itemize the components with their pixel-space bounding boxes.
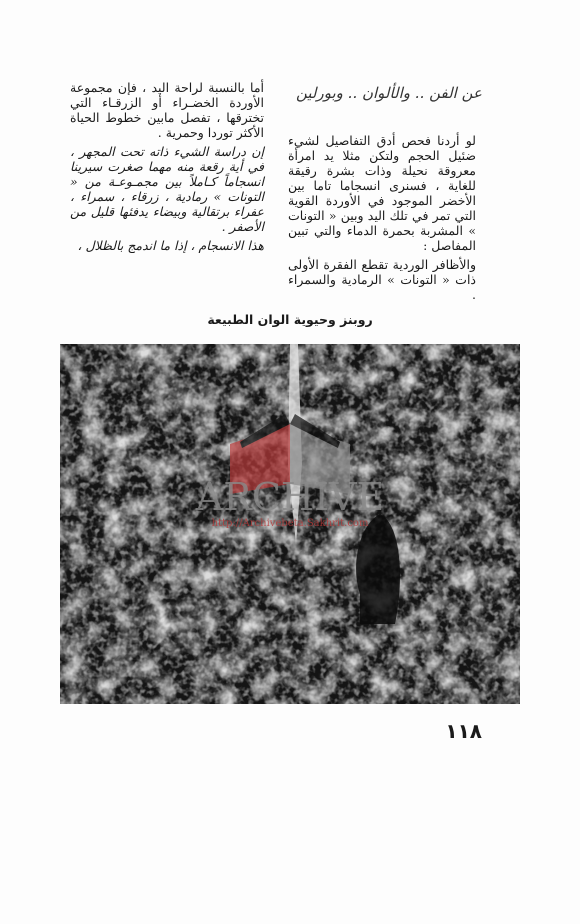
- running-head: عن الفن .. والألوان .. وبورلين: [295, 84, 482, 102]
- left-paragraph-3: هذا الانسجام ، إذا ما اندمج بالظلال ،: [77, 238, 264, 253]
- painting-photo: [60, 344, 520, 704]
- right-text-column: [288, 133, 476, 306]
- left-paragraph-1: أما بالنسبة لراحة اليد ، فإن مجموعة الأوردة الخضـراء أو الزرقـاء التي تخترقها ، تفصل مابين خطوط الحياة الأكثر توردا وحمرية .: [70, 80, 264, 140]
- right-paragraph-2: والأظافر الوردية تقطع الفقرة الأولى ذات « التونات » الرمادية والسمراء .: [288, 257, 476, 302]
- watermark-url: http://Archivebeta.Sakhrit.com: [211, 518, 369, 529]
- left-paragraph-2: إن دراسة الشيء ذاته تحت المجهر ، في أية رقعة منه مهما صغرت سيرينا انسجاماً كـاملاً بين مجمـوعـة من « التونات » رمادية ، زرقاء ، سمراء ، عفراء برتقالية وبيضاء يدفئها قليل من الأصفر .: [70, 144, 264, 234]
- figure-caption: روبنز وحيوية الوان الطبيعة: [207, 312, 373, 327]
- page-number: ١١٨: [445, 719, 482, 743]
- right-paragraph-1: لو أردنا فحص أدق التفاصيل لشيء ضئيل الحجم ولتكن مثلا يد امرأة معروقة نحيلة وذات بشرة رقيقة للغاية ، فسنرى انسجاما تاما بين الأخضر الموجود في الأوردة القوية التي تمر في تلك اليد وبين « التونات » المشربة بحمرة الدماء والتي تبين المفاصل :: [288, 133, 476, 253]
- watermark-title: ARCHIVE: [195, 475, 385, 519]
- left-text-column: [70, 80, 264, 257]
